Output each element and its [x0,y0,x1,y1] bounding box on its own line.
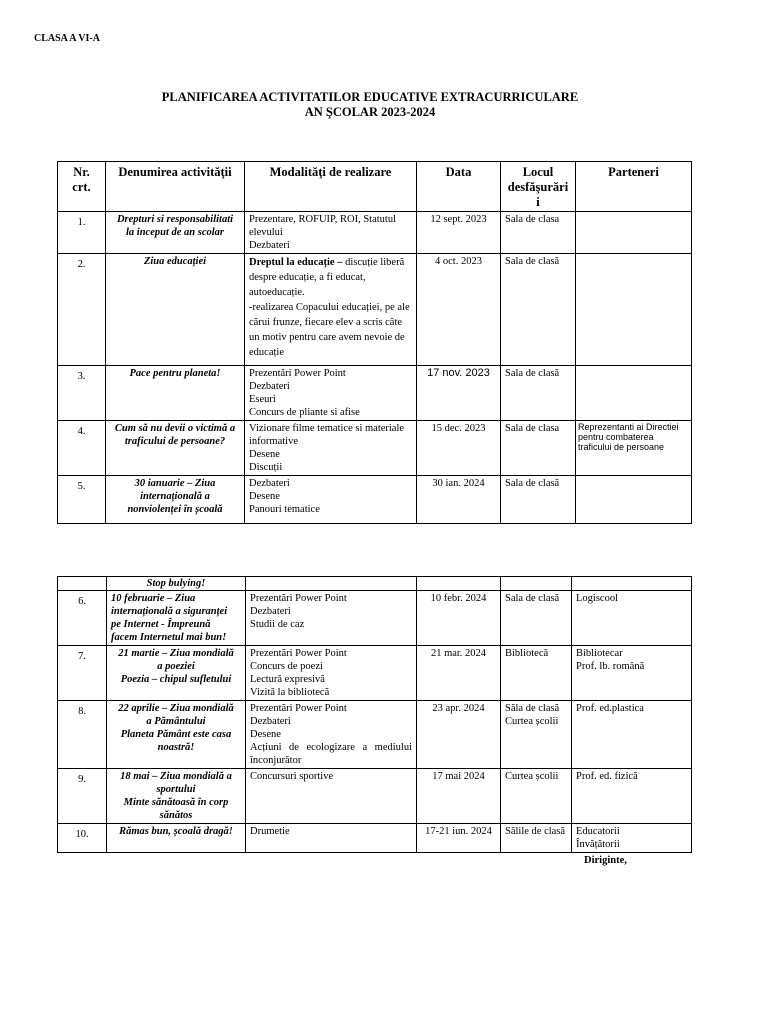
activity-name: 10 februarie – Ziua internațională a siguranței pe Internet - Împreună facem Internetul mai bun! [107,591,246,646]
table-row [58,577,692,591]
row-number: 10. [58,824,107,853]
header-activity-name: Denumirea activităţii [106,162,245,212]
activity-partners: Prof. ed.plastica [572,701,692,769]
activity-partners [576,212,692,254]
table-header-row [58,162,692,212]
activity-name: 18 mai – Ziua mondială a sportului Minte sănătoasă în corp sănătos [107,769,246,824]
activity-partners [572,577,692,591]
row-number: 5. [58,476,106,524]
activity-partners: Prof. ed. fizică [572,769,692,824]
row-number: 7. [58,646,107,701]
activity-location: Sala de clasă [501,366,576,421]
activity-name: Ziua educației [106,254,245,366]
row-number: 4. [58,421,106,476]
activity-partners [576,366,692,421]
activity-date: 4 oct. 2023 [417,254,501,366]
table-row [58,212,692,254]
row-number: 1. [58,212,106,254]
class-label: CLASA A VI-A [34,33,100,44]
table-row [58,701,692,769]
activity-date: 17-21 iun. 2024 [417,824,501,853]
methods-bold-prefix: Dreptul la educație – [249,257,343,268]
activity-methods: Prezentare, ROFUIP, ROI, Statutul elevului Dezbateri [245,212,417,254]
activity-date: 23 apr. 2024 [417,701,501,769]
activity-location [501,577,572,591]
activity-name: 22 aprilie – Ziua mondială a Pământului Planeta Pământ este casa noastră! [107,701,246,769]
activity-date: 10 febr. 2024 [417,591,501,646]
activity-partners: Educatorii Învățătorii [572,824,692,853]
activity-partners: Reprezentanti ai Directiei pentru combaterea traficului de persoane [576,421,692,476]
header-methods: Modalităţi de realizare [245,162,417,212]
activity-partners [576,476,692,524]
table-row [58,769,692,824]
activity-location: Sala de clasa [501,212,576,254]
header-nr: Nr. crt. [58,162,106,212]
header-location: Locul desfăşurări i [501,162,576,212]
activity-methods: Concursuri sportive [246,769,417,824]
activity-name: 30 ianuarie – Ziua internațională a nonviolenței în școală [106,476,245,524]
table-row [58,824,692,853]
activity-partners: Logiscool [572,591,692,646]
table-row [58,421,692,476]
header-partners: Parteneri [576,162,692,212]
activity-methods: Drumetie [246,824,417,853]
document-title: PLANIFICAREA ACTIVITATILOR EDUCATIVE EXTRACURRICULARE [161,90,579,104]
activity-name: Cum să nu devii o victimă a traficului de persoane? [106,421,245,476]
table-row [58,254,692,366]
activity-partners: Bibliotecar Prof. lb. română [572,646,692,701]
table-row [58,646,692,701]
activity-methods [246,577,417,591]
activity-location: Curtea școlii [501,769,572,824]
activity-name: Rămas bun, școală dragă! [107,824,246,853]
table-row [58,476,692,524]
activity-location: Sala de clasa [501,421,576,476]
activity-date: 21 mar. 2024 [417,646,501,701]
row-number: 3. [58,366,106,421]
activity-methods: Prezentări Power Point Dezbateri Studii de caz [246,591,417,646]
signature-label: Diriginte, [584,855,627,866]
activity-location: Săla de clasă Curtea școlii [501,701,572,769]
activity-methods: Prezentări Power Point Dezbateri Eseuri Concurs de pliante si afise [245,366,417,421]
activity-methods: Dezbateri Desene Panouri tematice [245,476,417,524]
activity-methods: Dreptul la educație – discuție liberă despre educație, a fi educat, autoeducație. -realizarea Copacului educației, pe ale cărui frunze, fiecare elev a scris câte un motiv pentru care avem nevoie de educație [245,254,417,366]
activity-methods: Vizionare filme tematice si materiale informative Desene Discuții [245,421,417,476]
school-year-title: AN ŞCOLAR 2023-2024 [304,105,436,119]
row-number: 9. [58,769,107,824]
activity-location: Sala de clasă [501,476,576,524]
activity-partners [576,254,692,366]
row-number: 8. [58,701,107,769]
activity-name: 21 martie – Ziua mondială a poeziei Poezia – chipul sufletului [107,646,246,701]
activity-name: Drepturi si responsabilitati la inceput de an scolar [106,212,245,254]
activity-name: Pace pentru planeta! [106,366,245,421]
activity-date: 15 dec. 2023 [417,421,501,476]
activity-date: 17 mai 2024 [417,769,501,824]
activity-date: 17 nov. 2023 [417,366,501,421]
table-row [58,366,692,421]
activity-methods: Prezentări Power Point Concurs de poezi Lectură expresivă Vizită la bibliotecă [246,646,417,701]
activity-methods: Prezentări Power Point Dezbateri Desene Acțiuni de ecologizare a mediului înconjurător [246,701,417,769]
row-number: 6. [58,591,107,646]
activity-date: 30 ian. 2024 [417,476,501,524]
activity-location: Bibliotecă [501,646,572,701]
row-number: 2. [58,254,106,366]
table-row [58,591,692,646]
activity-date [417,577,501,591]
activity-date: 12 sept. 2023 [417,212,501,254]
row-number [58,577,107,591]
activity-location: Sălile de clasă [501,824,572,853]
activity-name: Stop bulying! [107,577,246,591]
activity-location: Sala de clasă [501,254,576,366]
activity-location: Sala de clasă [501,591,572,646]
header-date: Data [417,162,501,212]
activities-table-part2 [57,576,692,853]
activities-table-part1 [57,161,692,524]
